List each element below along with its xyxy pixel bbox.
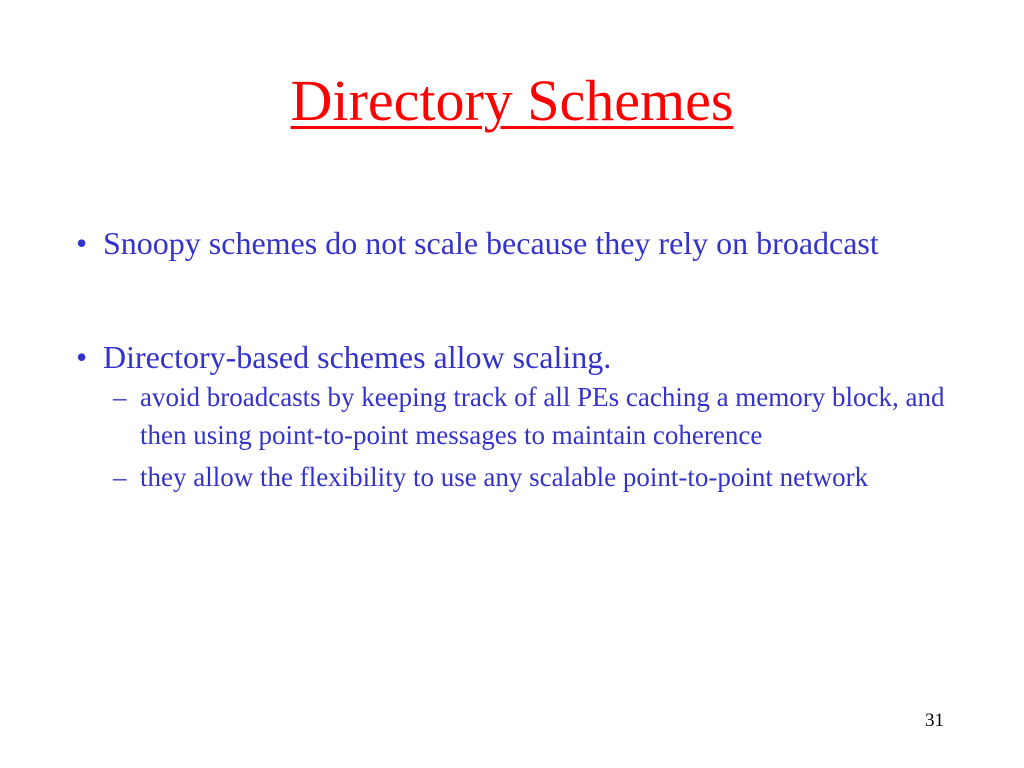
bullet-text: Snoopy schemes do not scale because they rely on broadcast — [103, 225, 879, 261]
subbullet-item — [113, 458, 976, 496]
bullet-item — [76, 224, 976, 262]
bullet-marker: • — [76, 225, 88, 261]
subbullet-marker: – — [113, 382, 127, 412]
bullet-marker: • — [76, 339, 88, 375]
subbullet-text: they allow the flexibility to use any scalable point-to-point network — [140, 462, 869, 492]
slide-body — [76, 224, 976, 496]
slide-title: Directory Schemes — [290, 68, 734, 133]
subbullet-marker: – — [113, 462, 127, 492]
subbullet-text: avoid broadcasts by keeping track of all PEs caching a memory block, and then using point-to-point messages to maintain coherence — [140, 382, 945, 450]
bullet-item — [76, 338, 976, 376]
page-number: 31 — [925, 710, 944, 731]
subbullet-item — [113, 378, 976, 454]
bullet-text: Directory-based schemes allow scaling. — [103, 339, 612, 375]
